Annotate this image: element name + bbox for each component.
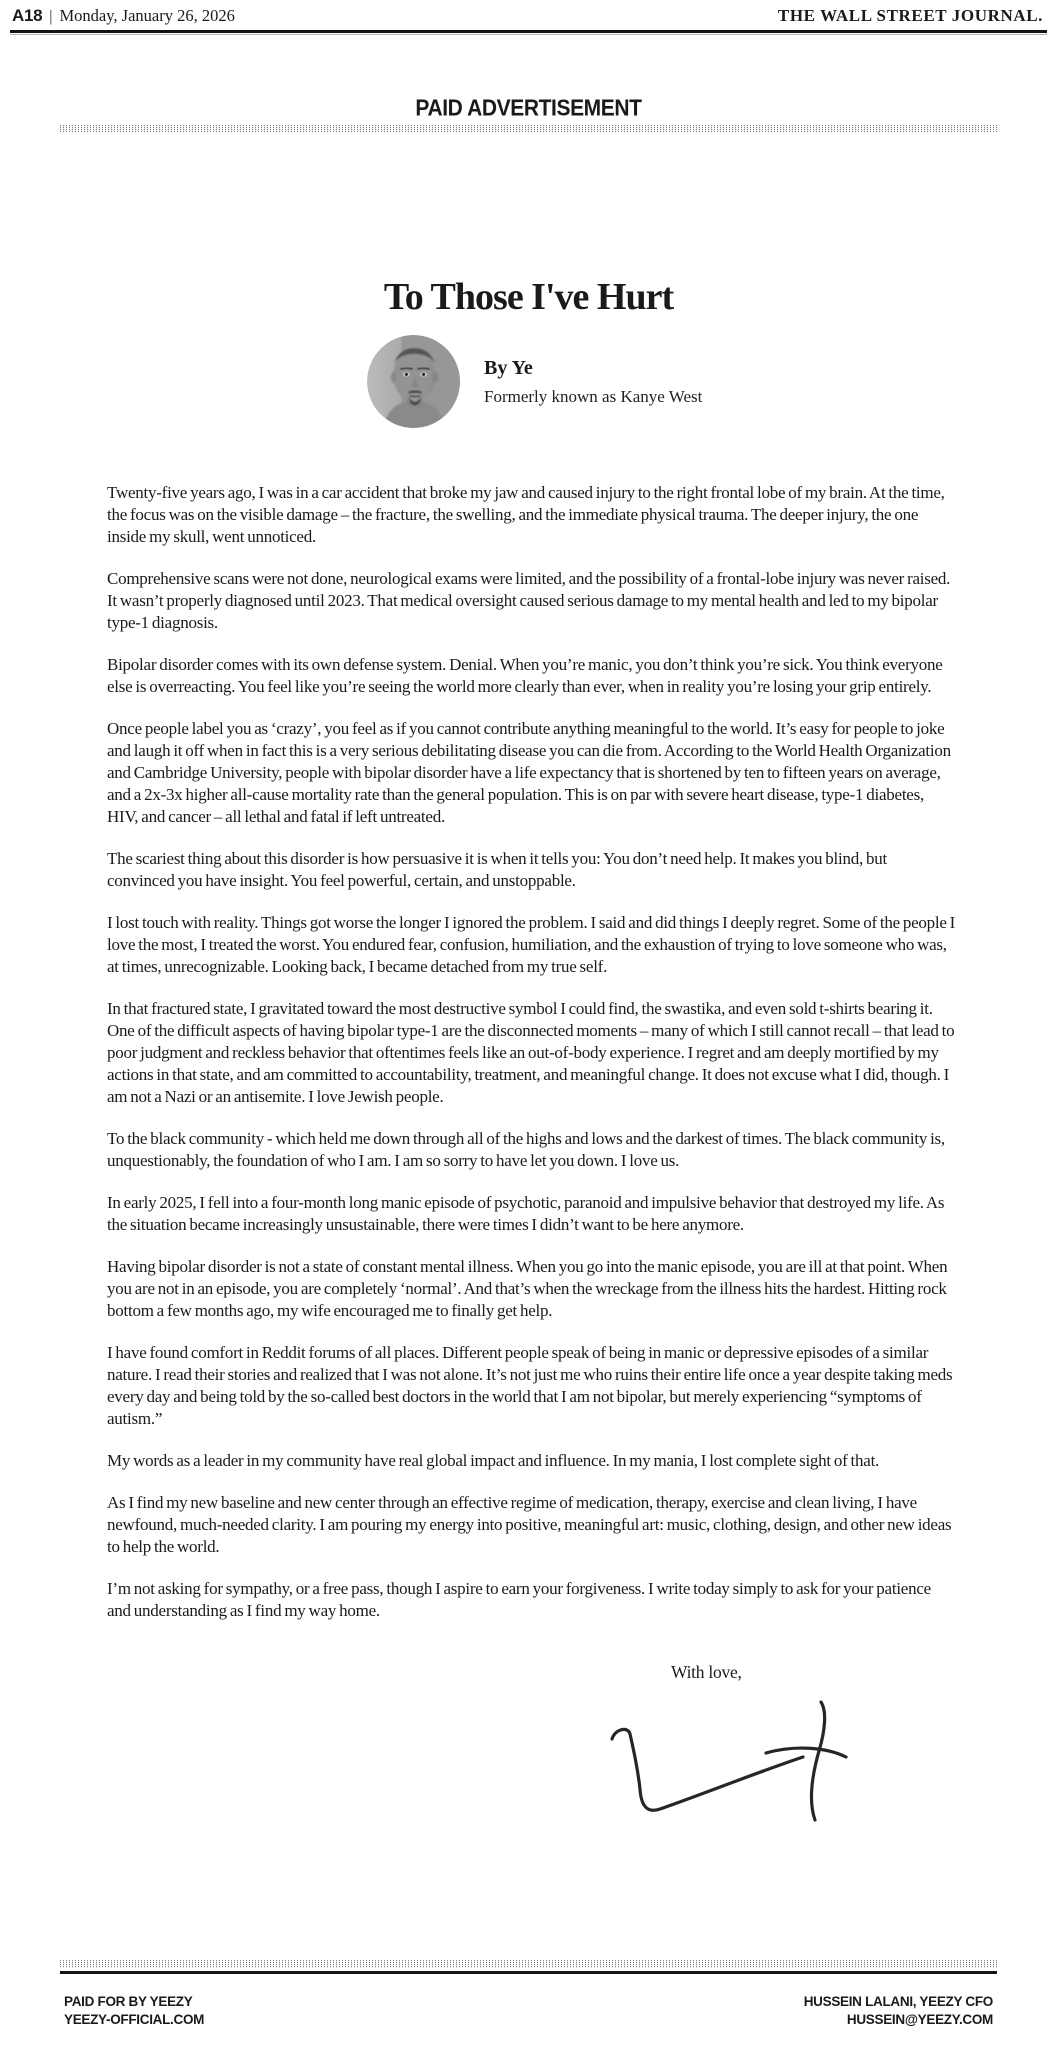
- top-hatch-rule: [60, 125, 997, 133]
- ye-signature: [598, 1699, 1057, 1834]
- page-footer: [0, 1956, 1057, 2047]
- header-divider: |: [49, 8, 53, 25]
- byline-author: By Ye: [484, 356, 533, 379]
- byline-block: [367, 335, 1057, 428]
- letter-paragraph: Bipolar disorder comes with its own defense system. Denial. When you’re manic, you don’t think you’re sick. You think everyone else is overreacting. You feel like you’re seeing the world more clearly than ever, when in reality you’re losing your grip entirely.: [107, 655, 943, 696]
- footer-left: [64, 1993, 204, 2029]
- letter-paragraph: As I find my new baseline and new center through an effective regime of medication, therapy, exercise and clean living, I have newfound, much-needed clarity. I am pouring my energy into positive, meaningful art: music, clothing, design, and other new ideas to help the world.: [107, 1493, 952, 1556]
- letter-paragraph: Twenty-five years ago, I was in a car accident that broke my jaw and caused injury to the right frontal lobe of my brain. At the time, the focus was on the visible damage – the fracture, the swelling, and the immediate physical trauma. The deeper injury, the one inside my skull, went unnoticed.: [107, 483, 945, 546]
- signature-graphic: [598, 1699, 848, 1829]
- footer-rule: [60, 1971, 997, 1974]
- header-date: Monday, January 26, 2026: [59, 6, 235, 25]
- ad-title: To Those I've Hurt: [383, 276, 674, 318]
- letter-text: [107, 482, 957, 1622]
- letter-paragraph: To the black community - which held me down through all of the highs and lows and the darkest of times. The black community is, unquestionably, the foundation of who I am. I am so sorry to have let you down. I love us.: [107, 1129, 945, 1170]
- bottom-hatch-rule: [60, 1960, 997, 1968]
- letter-paragraph: Once people label you as ‘crazy’, you feel as if you cannot contribute anything meaningful to the world. It’s easy for people to joke and laugh it off when in fact this is a very serious debilitating disease you can die from. According to the World Health Organization and Cambridge University, people with bipolar disorder have a life expectancy that is shortened by ten to fifteen years on average, and a 2x-3x higher all-cause mortality rate than the general population. This is on par with severe heart disease, type-1 diabetes, HIV, and cancer – all lethal and fatal if left untreated.: [107, 719, 951, 826]
- advertisement-body: [0, 275, 1057, 1834]
- closing-salutation: With love,: [671, 1662, 742, 1682]
- footer-columns: [64, 1993, 993, 2047]
- letter-paragraph: My words as a leader in my community have real global impact and influence. In my mania, I lost complete sight of that.: [107, 1451, 880, 1470]
- paid-for-by-line: PAID FOR BY YEEZY: [64, 1994, 193, 2009]
- cfo-email: HUSSEIN@YEEZY.COM: [846, 2012, 993, 2027]
- letter-paragraph: The scariest thing about this disorder is how persuasive it is when it tells you: You don’t need help. It makes you blind, but convinced you have insight. You feel powerful, certain, and unstoppable.: [107, 849, 887, 890]
- yeezy-website: YEEZY-OFFICIAL.COM: [64, 2012, 205, 2027]
- footer-right: [804, 1993, 993, 2029]
- paid-advertisement-label: PAID ADVERTISEMENT: [415, 96, 642, 121]
- byline-subtitle: Formerly known as Kanye West: [484, 386, 703, 406]
- header-rule: [10, 30, 1047, 35]
- portrait-graphic: [367, 335, 460, 428]
- letter-paragraph: I have found comfort in Reddit forums of all places. Different people speak of being in manic or depressive episodes of a similar nature. I read their stories and realized that I was not alone. It’s not just me who ruins their entire life once a year despite taking meds every day and being told by the so-called best doctors in the world that I am not bipolar, but merely experiencing “symptoms of autism.”: [107, 1343, 953, 1428]
- cfo-name-line: HUSSEIN LALANI, YEEZY CFO: [803, 1994, 993, 2009]
- letter-paragraph: Comprehensive scans were not done, neurological exams were limited, and the possibility of a frontal-lobe injury was never raised. It wasn’t properly diagnosed until 2023. That medical oversight caused serious damage to my mental health and led to my bipolar type-1 diagnosis.: [107, 569, 951, 632]
- letter-paragraph: Having bipolar disorder is not a state of constant mental illness. When you go into the manic episode, you are ill at that point. When you are not in an episode, you are completely ‘normal’. And that’s when the wreckage from the illness hits the hardest. Hitting rock bottom a few months ago, my wife encouraged me to finally get help.: [107, 1257, 948, 1320]
- letter-paragraph: I’m not asking for sympathy, or a free pass, though I aspire to earn your forgiveness. I write today simply to ask for your patience and understanding as I find my way home.: [107, 1579, 931, 1620]
- page-header: [0, 0, 1057, 29]
- header-left: [12, 6, 235, 26]
- byline-text: [484, 357, 702, 407]
- letter-paragraph: In that fractured state, I gravitated toward the most destructive symbol I could find, the swastika, and even sold t-shirts bearing it. One of the difficult aspects of having bipolar type-1 are the disconnected moments – many of which I still cannot recall – that lead to poor judgment and reckless behavior that oftentimes feels like an out-of-body experience. I regret and am deeply mortified by my actions in that state, and am committed to accountability, treatment, and meaningful change. It does not excuse what I did, though. I am not a Nazi or an antisemite. I love Jewish people.: [107, 999, 955, 1106]
- masthead-title: THE WALL STREET JOURNAL.: [777, 6, 1043, 25]
- letter-paragraph: In early 2025, I fell into a four-month long manic episode of psychotic, paranoid and impulsive behavior that destroyed my life. As the situation became increasingly unsustainable, there were times I didn’t want to be here anymore.: [107, 1193, 945, 1234]
- letter-paragraph: I lost touch with reality. Things got worse the longer I ignored the problem. I said and did things I deeply regret. Some of the people I love the most, I treated the worst. You endured fear, confusion, humiliation, and the exhaustion of trying to love someone who was, at times, unrecognizable. Looking back, I became detached from my true self.: [107, 913, 956, 976]
- page-number: A18: [12, 6, 43, 25]
- author-portrait-photo: [367, 335, 460, 428]
